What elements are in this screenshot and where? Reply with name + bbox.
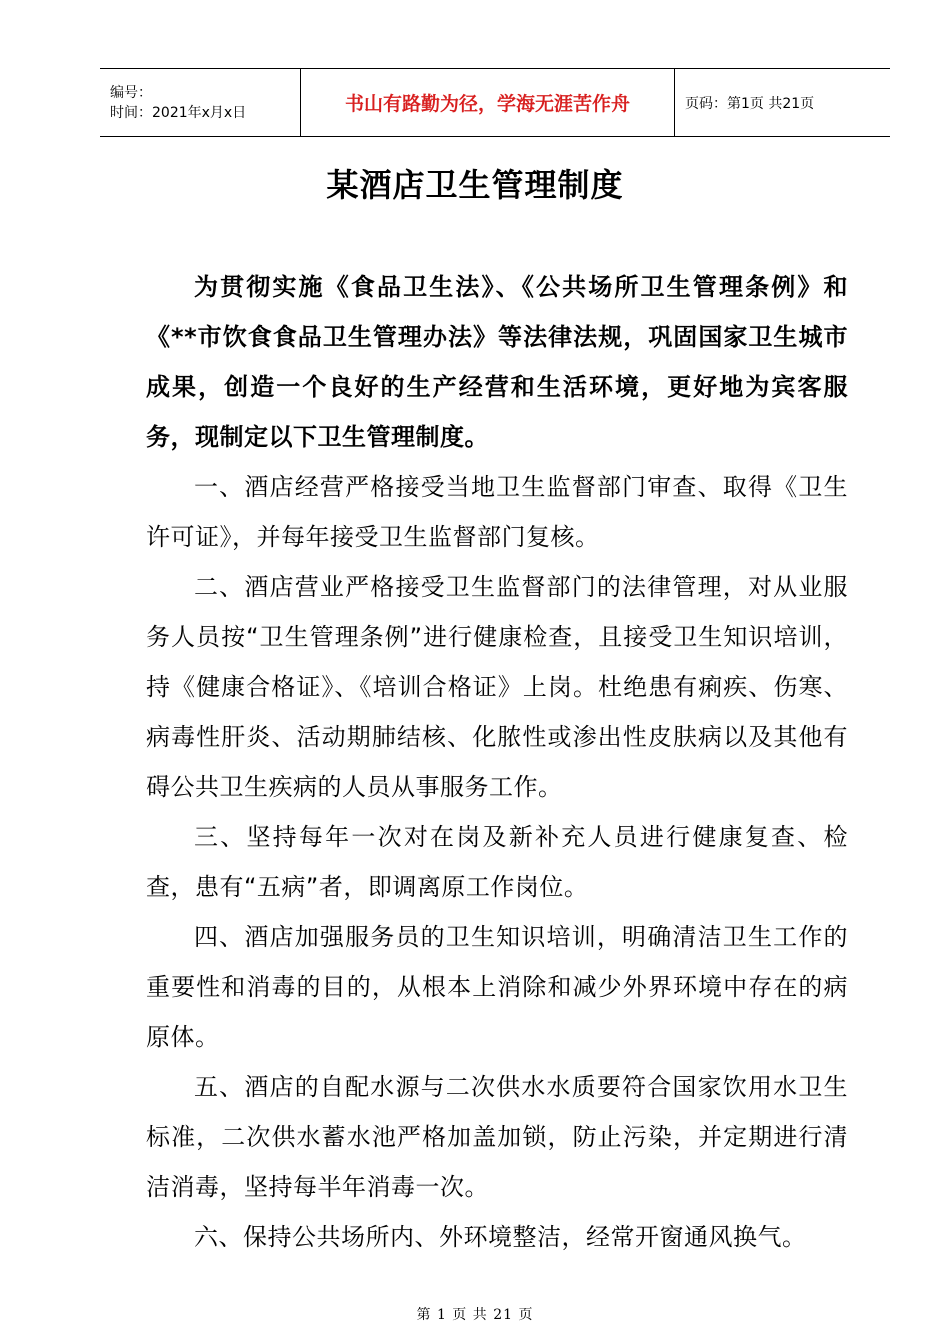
motto-text: 书山有路勤为径，学海无涯苦作舟 <box>344 93 630 115</box>
clause-paragraph: 六、保持公共场所内、外环境整洁，经常开窗通风换气。 <box>194 1223 807 1251</box>
document-body <box>146 262 848 1262</box>
clause-paragraph: 一、酒店经营严格接受当地卫生监督部门审查、取得《卫生许可证》，并每年接受卫生监督部门复核。 <box>146 473 848 551</box>
header-motto-cell <box>301 69 675 136</box>
serial-label: 编号： <box>110 84 152 101</box>
page-footer: 第 1 页 共 21 页 <box>416 1307 534 1323</box>
header-meta-cell <box>100 69 301 136</box>
date-label: 时间：2021年x月x日 <box>110 104 247 121</box>
document-title: 某酒店卫生管理制度 <box>326 166 624 204</box>
page-info: 页码：第1页 共21页 <box>685 95 815 112</box>
clause-paragraph: 三、坚持每年一次对在岗及新补充人员进行健康复查、检查，患有“五病”者，即调离原工作岗位。 <box>146 823 848 901</box>
header-page-cell <box>675 69 890 136</box>
header-table <box>100 68 890 137</box>
intro-paragraph: 为贯彻实施《食品卫生法》、《公共场所卫生管理条例》和《**市饮食食品卫生管理办法》等法律法规，巩固国家卫生城市成果，创造一个良好的生产经营和生活环境，更好地为宾客服务，现制定以下卫生管理制度。 <box>146 273 848 451</box>
clause-paragraph: 四、酒店加强服务员的卫生知识培训，明确清洁卫生工作的重要性和消毒的目的，从根本上消除和减少外界环境中存在的病原体。 <box>146 923 848 1051</box>
clause-paragraph: 五、酒店的自配水源与二次供水水质要符合国家饮用水卫生标准，二次供水蓄水池严格加盖加锁，防止污染，并定期进行清洁消毒，坚持每半年消毒一次。 <box>146 1073 848 1201</box>
clause-paragraph: 二、酒店营业严格接受卫生监督部门的法律管理，对从业服务人员按“卫生管理条例”进行健康检查，且接受卫生知识培训，持《健康合格证》、《培训合格证》上岗。杜绝患有痢疾、伤寒、病毒性肝炎、活动期肺结核、化脓性或渗出性皮肤病以及其他有碍公共卫生疾病的人员从事服务工作。 <box>146 573 848 801</box>
